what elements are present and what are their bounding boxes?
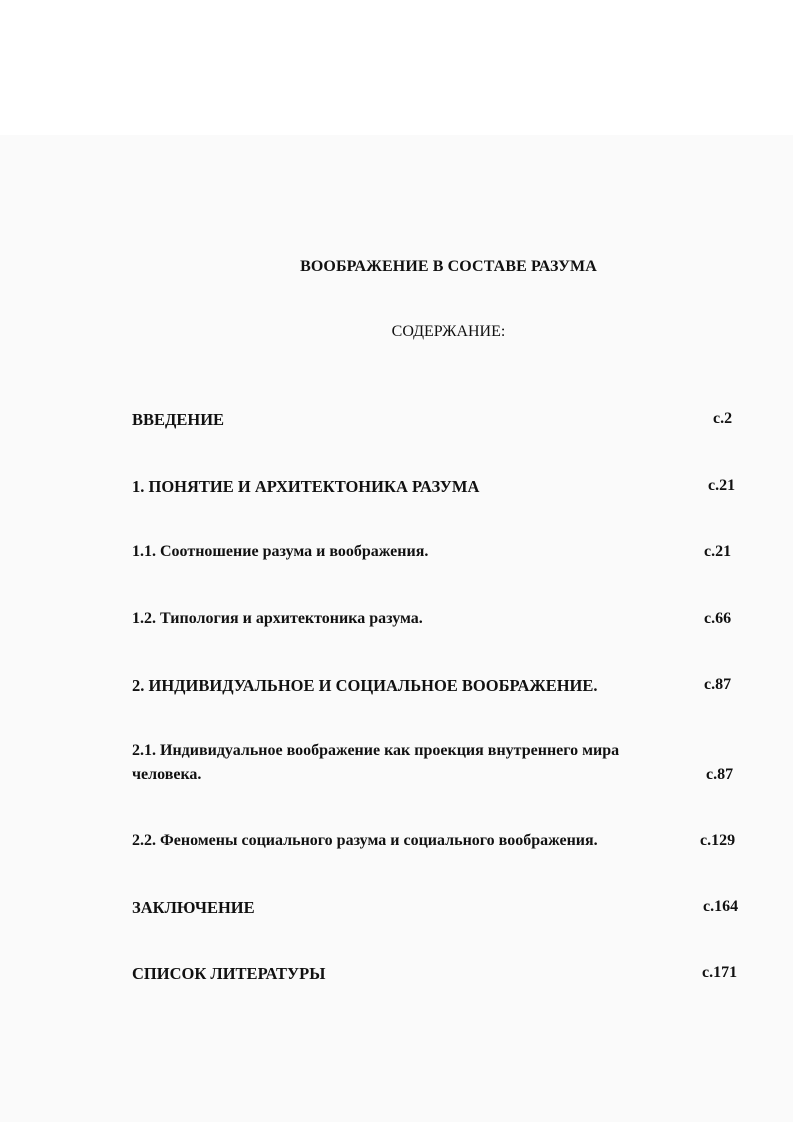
toc-entry-page: с.164: [703, 898, 739, 915]
toc-entry-section-1-2: [0, 610, 793, 640]
toc-entry-label: СПИСОК ЛИТЕРАТУРЫ: [132, 964, 326, 983]
toc-entry-bibliography: [0, 964, 793, 994]
toc-entry-chapter-2: [0, 676, 793, 706]
toc-entry-introduction: [0, 410, 793, 440]
toc-entry-page: с.21: [704, 543, 732, 560]
toc-entry-page: с.21: [708, 477, 736, 494]
toc-entry-page: с.87: [704, 676, 732, 693]
toc-entry-conclusion: [0, 898, 793, 928]
toc-entry-page: с.171: [702, 964, 738, 981]
toc-entry-label: 1.2. Типология и архитектоника разума.: [132, 610, 423, 627]
document-title: ВООБРАЖЕНИЕ В СОСТАВЕ РАЗУМА: [300, 258, 597, 275]
toc-entry-label-continuation: человека.: [132, 766, 202, 783]
toc-entry-label: ЗАКЛЮЧЕНИЕ: [132, 898, 255, 917]
toc-entry-label: 1. ПОНЯТИЕ И АРХИТЕКТОНИКА РАЗУМА: [132, 477, 480, 496]
toc-entry-label: 2.1. Индивидуальное воображение как проекция внутреннего мира: [132, 742, 620, 759]
toc-entry-label: 2.2. Феномены социального разума и социального воображения.: [132, 832, 598, 849]
toc-entry-label: 1.1. Соотношение разума и воображения.: [132, 543, 429, 560]
toc-entry-page: с.129: [700, 832, 736, 849]
toc-entry-label: ВВЕДЕНИЕ: [132, 410, 225, 429]
toc-entry-page: с.2: [713, 410, 733, 427]
toc-entry-section-1-1: [0, 543, 793, 573]
contents-heading: СОДЕРЖАНИЕ:: [391, 323, 506, 340]
toc-entry-section-2-2: [0, 832, 793, 862]
toc-entry-page: с.66: [704, 610, 732, 627]
toc-entry-page: с.87: [706, 766, 734, 783]
toc-entry-section-2-1: [0, 742, 793, 796]
toc-entry-label: 2. ИНДИВИДУАЛЬНОЕ И СОЦИАЛЬНОЕ ВООБРАЖЕНИЕ.: [132, 676, 598, 695]
toc-entry-chapter-1: [0, 477, 793, 507]
